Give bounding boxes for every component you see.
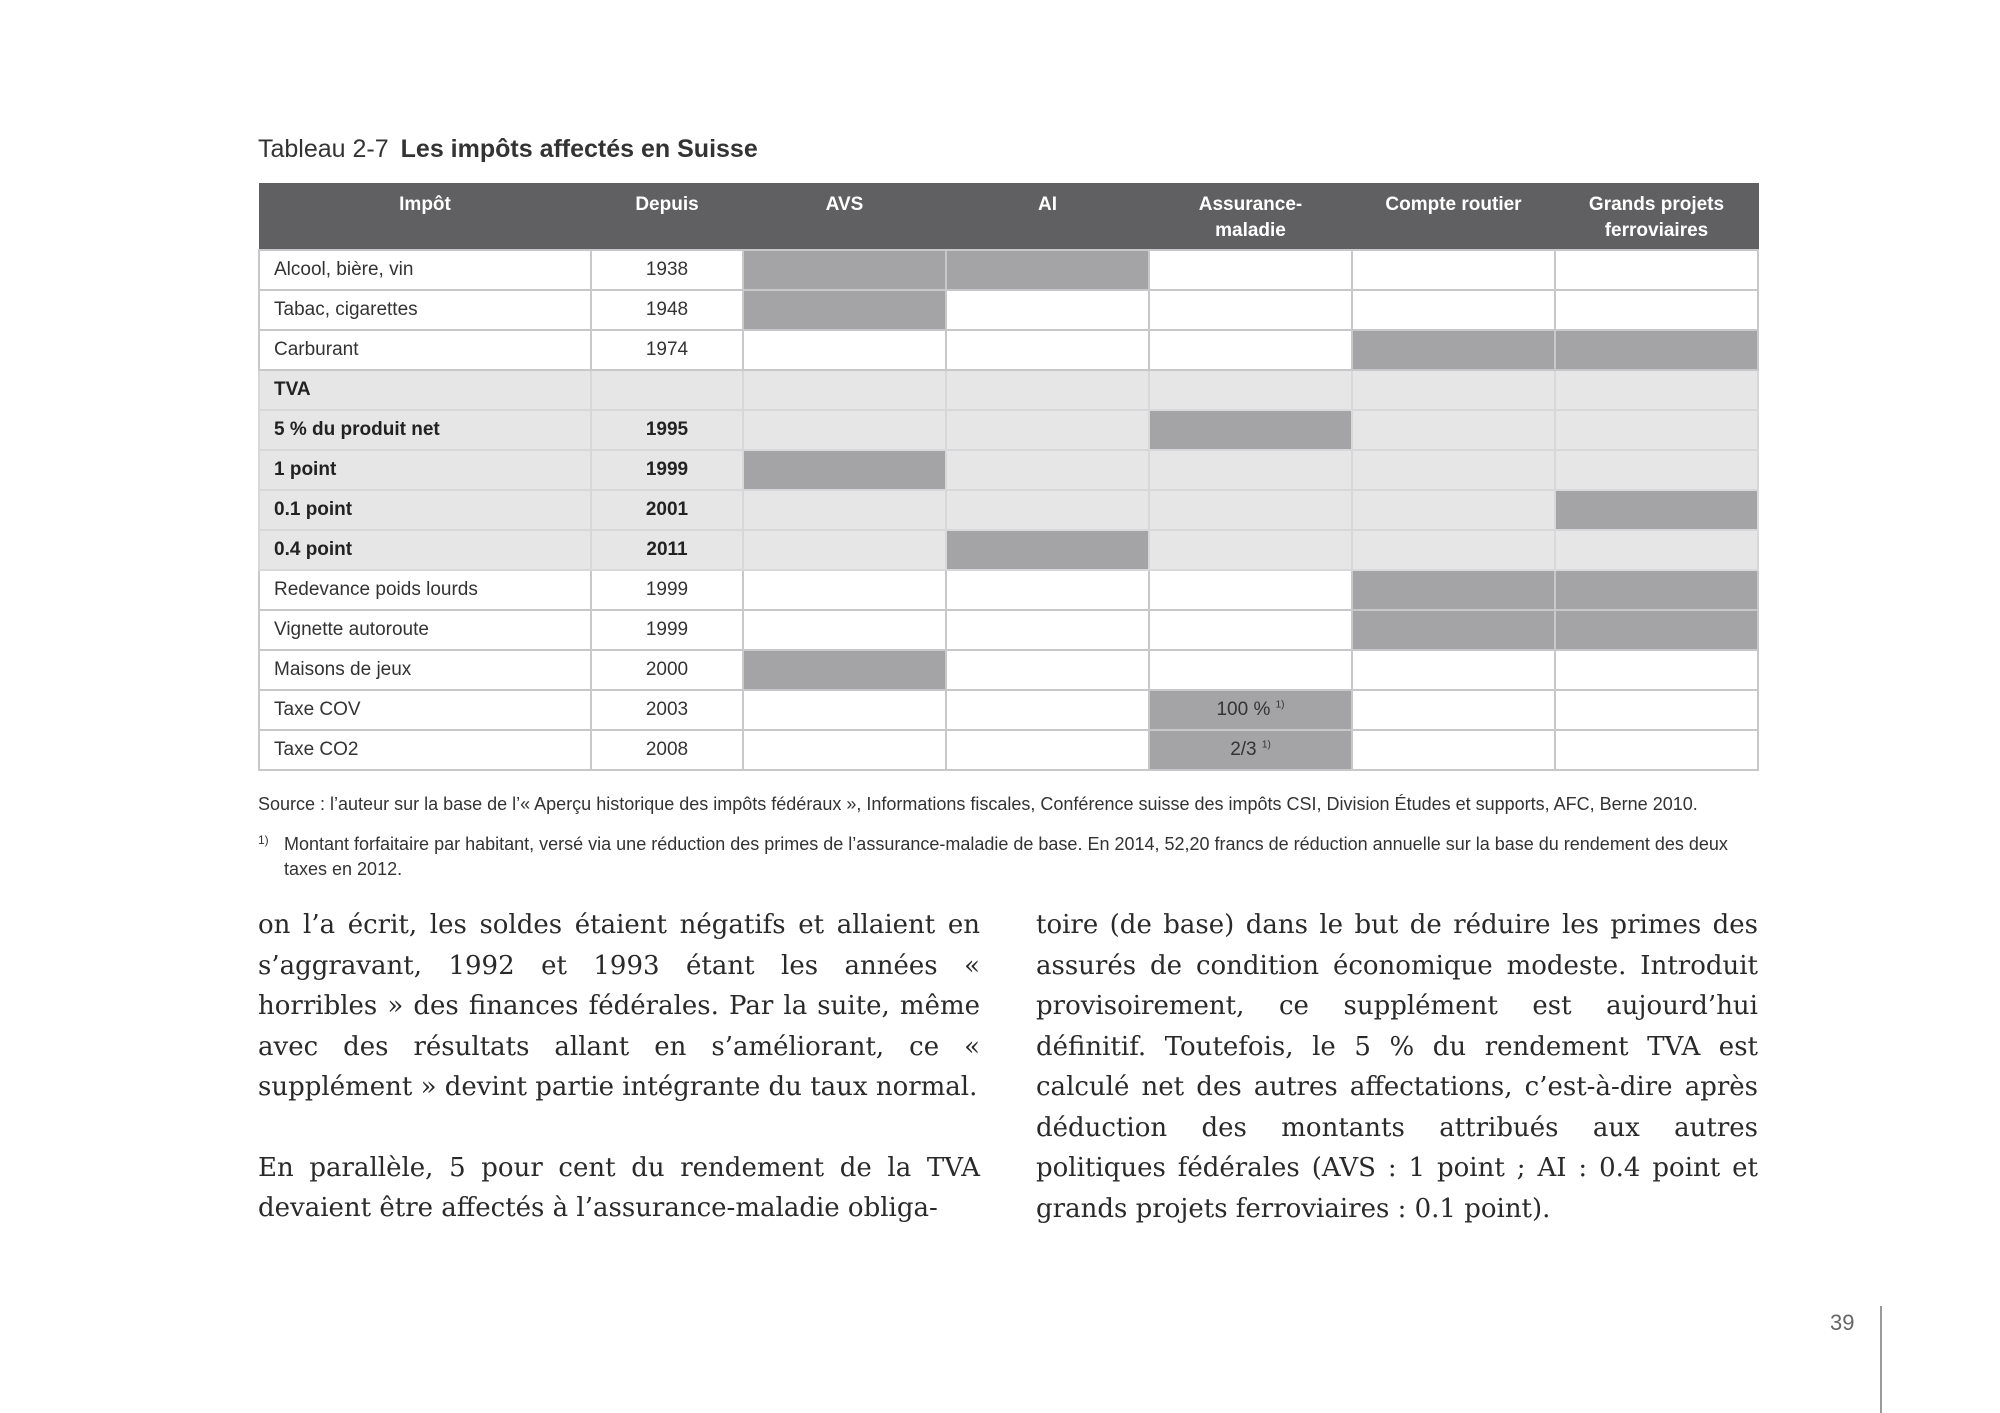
tax-name: Carburant: [259, 330, 591, 370]
header-compte-routier: Compte routier: [1352, 184, 1555, 250]
header-grands-line2: ferroviaires: [1604, 220, 1709, 241]
cell-ai: [946, 370, 1149, 410]
tax-name: 1 point: [259, 450, 591, 490]
page-number: 39: [1830, 1310, 1855, 1335]
cell-assurance-affected: [1149, 690, 1352, 730]
table-footnote: [258, 832, 1758, 882]
cell-assurance-affected: [1149, 410, 1352, 450]
body-column-right: [1036, 905, 1758, 1269]
tax-year: 2001: [591, 490, 743, 530]
table-caption-label: Tableau 2-7: [258, 135, 389, 163]
tax-name: 0.1 point: [259, 490, 591, 530]
cell-ai-affected: [946, 530, 1149, 570]
cell-routier-affected: [1352, 330, 1555, 370]
table-row: [259, 250, 1758, 290]
cell-ai: [946, 570, 1149, 610]
cell-assurance-affected: [1149, 730, 1352, 770]
cell-ferroviaire: [1555, 690, 1758, 730]
header-assurance-maladie: [1149, 184, 1352, 250]
table-row: [259, 690, 1758, 730]
page-margin-rule: [1880, 1306, 1882, 1413]
tax-name: Maisons de jeux: [259, 650, 591, 690]
tax-name: Taxe CO2: [259, 730, 591, 770]
cell-routier: [1352, 530, 1555, 570]
cell-assurance: [1149, 330, 1352, 370]
tax-name: Alcool, bière, vin: [259, 250, 591, 290]
footnote-mark: 1): [258, 833, 269, 847]
cell-routier: [1352, 250, 1555, 290]
cell-routier: [1352, 490, 1555, 530]
cell-ferroviaire: [1555, 250, 1758, 290]
table-row-tva: [259, 370, 1758, 410]
table-source: Source : l’auteur sur la base de l’« Aperçu historique des impôts fédéraux », Informations fiscales, Conférence suisse des impôts CSI, Division Études et supports, AFC, Berne 2010.: [258, 794, 1698, 814]
cell-avs: [743, 410, 946, 450]
tax-year: 1948: [591, 290, 743, 330]
tax-year: 1999: [591, 610, 743, 650]
cell-ferroviaire: [1555, 290, 1758, 330]
cell-ferroviaire: [1555, 450, 1758, 490]
footnote-text: Montant forfaitaire par habitant, versé via une réduction des primes de l’assurance-maladie de base. En 2014, 52,20 francs de réduction annuelle sur la base du rendement des deux taxes en 2012.: [284, 834, 1728, 879]
cell-ai: [946, 330, 1149, 370]
cell-avs-affected: [743, 290, 946, 330]
table-row: [259, 410, 1758, 450]
table-row: [259, 490, 1758, 530]
header-depuis: Depuis: [591, 184, 743, 250]
cell-assurance: [1149, 530, 1352, 570]
cell-ferroviaire: [1555, 650, 1758, 690]
tax-year: 1974: [591, 330, 743, 370]
body-paragraph: En parallèle, 5 pour cent du rendement de la TVA devaient être affectés à l’assurance-maladie obliga-: [258, 1152, 980, 1223]
cell-ai: [946, 690, 1149, 730]
assurance-value: 2/3: [1230, 738, 1257, 760]
cell-avs: [743, 690, 946, 730]
cell-avs-affected: [743, 650, 946, 690]
footnote-ref: 1): [1275, 699, 1285, 711]
tax-name: 0.4 point: [259, 530, 591, 570]
cell-ai: [946, 490, 1149, 530]
tax-year: [591, 370, 743, 410]
cell-avs: [743, 370, 946, 410]
cell-avs: [743, 730, 946, 770]
table-row: [259, 610, 1758, 650]
cell-ferroviaire-affected: [1555, 610, 1758, 650]
tax-name: Taxe COV: [259, 690, 591, 730]
body-column-left: [258, 905, 980, 1269]
cell-assurance: [1149, 490, 1352, 530]
assurance-value: 100 %: [1216, 698, 1271, 720]
table-row: [259, 570, 1758, 610]
header-impot: Impôt: [259, 184, 591, 250]
tax-year: 2008: [591, 730, 743, 770]
table-header-row: [259, 184, 1758, 250]
cell-assurance: [1149, 290, 1352, 330]
cell-ferroviaire: [1555, 370, 1758, 410]
header-ai: AI: [946, 184, 1149, 250]
tax-name: Redevance poids lourds: [259, 570, 591, 610]
cell-ferroviaire: [1555, 730, 1758, 770]
cell-routier: [1352, 290, 1555, 330]
tax-year: 2003: [591, 690, 743, 730]
cell-avs: [743, 610, 946, 650]
tax-year: 1999: [591, 570, 743, 610]
header-grands-projets: [1555, 184, 1758, 250]
cell-ferroviaire-affected: [1555, 490, 1758, 530]
cell-ai: [946, 650, 1149, 690]
tax-name: 5 % du produit net: [259, 410, 591, 450]
cell-routier: [1352, 650, 1555, 690]
cell-routier-affected: [1352, 570, 1555, 610]
cell-ferroviaire-affected: [1555, 570, 1758, 610]
cell-assurance: [1149, 570, 1352, 610]
cell-routier-affected: [1352, 610, 1555, 650]
tax-year: 2011: [591, 530, 743, 570]
tax-year: 1999: [591, 450, 743, 490]
cell-avs: [743, 530, 946, 570]
footnote-ref: 1): [1261, 739, 1271, 751]
cell-ai: [946, 450, 1149, 490]
cell-routier: [1352, 410, 1555, 450]
cell-assurance: [1149, 650, 1352, 690]
cell-avs: [743, 490, 946, 530]
cell-avs-affected: [743, 250, 946, 290]
table-row: [259, 650, 1758, 690]
cell-ai: [946, 610, 1149, 650]
tax-year: 1995: [591, 410, 743, 450]
header-assurance-line1: Assurance-: [1198, 194, 1303, 215]
cell-avs: [743, 570, 946, 610]
tax-name: TVA: [259, 370, 591, 410]
header-assurance-line2: maladie: [1215, 220, 1286, 241]
cell-avs-affected: [743, 450, 946, 490]
table-row: [259, 450, 1758, 490]
cell-assurance: [1149, 610, 1352, 650]
cell-ai-affected: [946, 250, 1149, 290]
table-caption: [258, 135, 758, 164]
body-paragraph: on l’a écrit, les soldes étaient négatifs et allaient en s’aggravant, 1992 et 1993 étant les années « horribles » des finances fédérales. Par la suite, même avec des résultats allant en s’améliorant, ce « supplément » devint partie intégrante du taux normal.: [258, 910, 980, 1102]
cell-routier: [1352, 450, 1555, 490]
earmarked-taxes-table: [258, 183, 1759, 771]
table-row: [259, 730, 1758, 770]
tax-name: Tabac, cigarettes: [259, 290, 591, 330]
cell-assurance: [1149, 370, 1352, 410]
cell-ferroviaire: [1555, 530, 1758, 570]
table-caption-title: Les impôts affectés en Suisse: [400, 135, 758, 163]
table-row: [259, 530, 1758, 570]
cell-routier: [1352, 370, 1555, 410]
cell-routier: [1352, 690, 1555, 730]
cell-routier: [1352, 730, 1555, 770]
cell-assurance: [1149, 450, 1352, 490]
tax-name: Vignette autoroute: [259, 610, 591, 650]
cell-assurance: [1149, 250, 1352, 290]
cell-avs: [743, 330, 946, 370]
body-paragraph: toire (de base) dans le but de réduire les primes des assurés de condition économique modeste. Introduit provisoirement, ce supplément est aujourd’hui définitif. Toutefois, le 5 % du rendement TVA est calculé net des autres affectations, c’est-à-dire après déduction des montants attribués aux autres politiques fédérales (AVS : 1 point ; AI : 0.4 point et grands projets ferroviaires : 0.1 point).: [1036, 910, 1758, 1224]
tax-year: 2000: [591, 650, 743, 690]
cell-ai: [946, 410, 1149, 450]
tax-year: 1938: [591, 250, 743, 290]
header-grands-line1: Grands projets: [1588, 194, 1725, 215]
table-row: [259, 330, 1758, 370]
cell-ai: [946, 730, 1149, 770]
cell-ai: [946, 290, 1149, 330]
cell-ferroviaire-affected: [1555, 330, 1758, 370]
header-avs: AVS: [743, 184, 946, 250]
cell-ferroviaire: [1555, 410, 1758, 450]
table-row: [259, 290, 1758, 330]
